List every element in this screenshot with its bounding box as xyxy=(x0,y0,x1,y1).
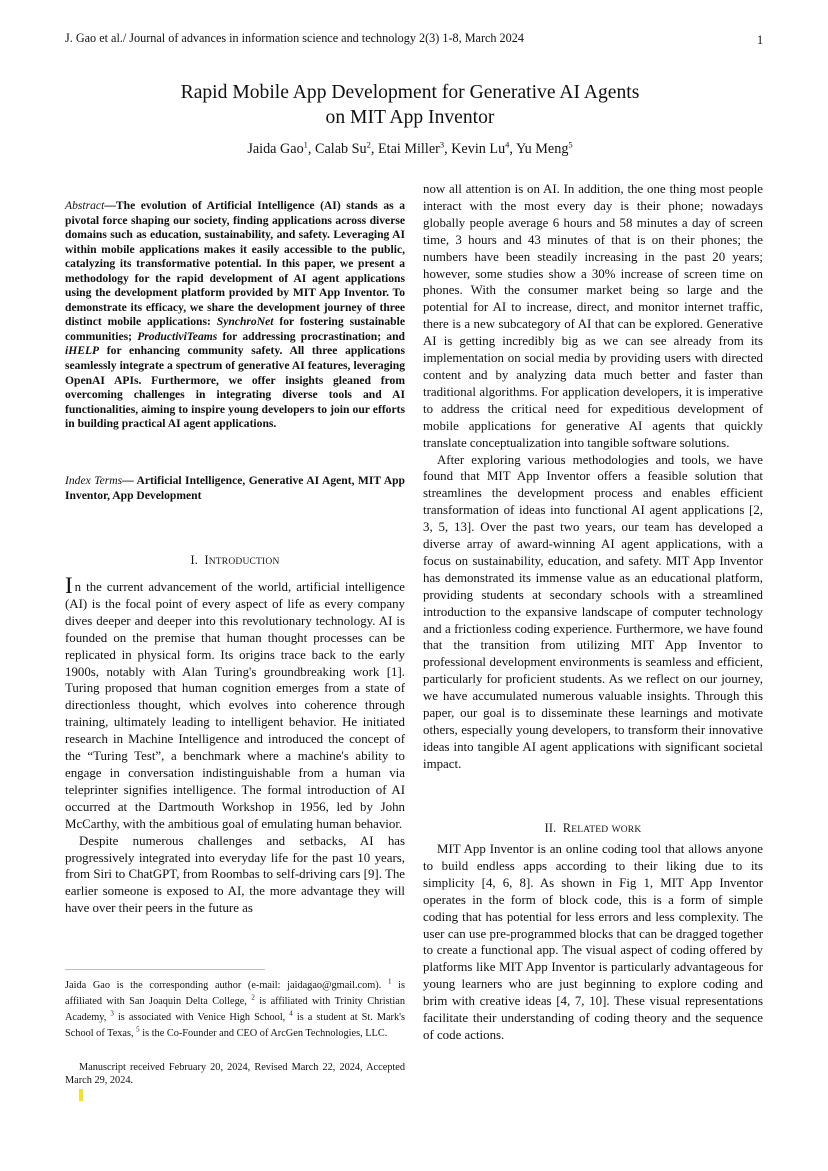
author-name: Yu Meng xyxy=(516,141,569,157)
section-heading-rest: NTRODUCTION xyxy=(208,557,280,567)
title-line-1: Rapid Mobile App Development for Generative AI Agents xyxy=(180,82,640,103)
app-name-synchronet: SynchroNet xyxy=(216,315,274,329)
page-number: 1 xyxy=(757,33,764,47)
abstract xyxy=(65,199,405,432)
app-name-ihelp: iHELP xyxy=(65,344,100,358)
footnote-text: is a student at St. Mark's School of Texas, xyxy=(65,1011,405,1039)
author-affiliation-mark: 2 xyxy=(366,139,371,150)
author-name: Calab Su xyxy=(315,141,367,157)
author-affiliation-mark: 5 xyxy=(568,139,573,150)
author-list: Jaida Gao$^1$, Calab Su$^2$, Etai Miller$^3$, Kevin Lu$^4$, Yu Meng$^5$ xyxy=(247,139,573,157)
section-numeral: II. xyxy=(544,821,557,835)
paragraph-text: n the current advancement of the world, artificial intelligence (AI) is the focal point of every aspect of life as every company dives deeper and deeper into this revolutionary technology. AI is founded on the premise that human thought processes can be replicated in physical form. Its origins trace back to the early 1900s, notably with Alan Turing's groundbreaking work [1]. Turing proposed that human cognition emerges from a state of directionless thought, which evolves into coherence through training, ultimately leading to intelligent behavior. He initiated research in Machine Intelligence and introduced the concept of the “Turing Test”, a benchmark where a machine's ability to engage in conversation indistinguishable from a human via teleprinter signifies intelligence. The formal introduction of AI occurred at the Dartmouth Workshop in 1956, led by John McCarthy, with the ambitious goal of emulating human behavior. xyxy=(65,580,405,831)
paragraph-text: Despite numerous challenges and setbacks, AI has progressively integrated into everyday life for the past 10 years, from Siri to ChatGPT, from Roombas to self-driving cars [9]. The earlier someone is exposed to AI, the more advantage they will have over their peers in the future as xyxy=(65,833,405,916)
running-head: J. Gao et al./ Journal of advances in information science and technology 2(3) 1-8, March 2024 xyxy=(65,31,524,45)
introduction-body xyxy=(65,573,405,917)
author-affiliation-mark: 4 xyxy=(505,139,510,150)
index-terms xyxy=(65,474,405,503)
paragraph xyxy=(65,833,405,918)
author-name: Etai Miller xyxy=(377,141,440,157)
abstract-text: for enhancing community safety. All three applications seamlessly integrate a spectrum of generative AI features, leveraging OpenAI APIs. Furthermore, we offer insights gleaned from overcoming challenges in integrating diverse tools and AI functionalities, aiming to inspire young developers to join our efforts in building practical AI agent applications. xyxy=(65,344,405,431)
author-affiliation-mark: 1 xyxy=(303,139,308,150)
manuscript-text: Manuscript received February 20, 2024, Revised March 22, 2024, Accepted March 29, 2024. xyxy=(65,1062,405,1086)
footnote-mark: 1 xyxy=(387,977,392,986)
title-line-2: on MIT App Inventor xyxy=(325,107,495,128)
abstract-text: for addressing procrastination; and xyxy=(222,329,405,343)
footnote-divider xyxy=(65,969,265,970)
drop-cap: I xyxy=(65,573,73,598)
footnote-text: is the Co-Founder and CEO of ArcGen Technologies, LLC. xyxy=(139,1027,388,1039)
section-heading-rest: WORK xyxy=(611,825,642,835)
footnote-mark: 3 xyxy=(110,1009,114,1018)
section-heading-initial: R xyxy=(562,821,572,835)
author-affiliation-mark: 3 xyxy=(439,139,445,150)
related-work-body xyxy=(423,841,763,1044)
footnote-mark: 5 xyxy=(136,1025,140,1034)
paragraph: MIT App Inventor is an online coding tool that allows anyone to build endless apps according to their liking due to its simplicity [4, 6, 8]. As shown in Fig 1, MIT App Inventor operates in the form of block code, this is a form of simple coding that has potential for less errors and less complexity. The user can use pre-programmed blocks that can be dragged together to create a functional app. The visual aspect of coding offered by platforms like MIT App Inventor is particularly advantageous for young learners who are just beginning to explore coding and brim with creative ideas [4, 7, 10]. These visual representations facilitate their understanding of coding theory and the sequence of code actions. xyxy=(423,842,763,1042)
footnote-mark: 4 xyxy=(289,1009,293,1018)
abstract-text: The evolution of Artificial Intelligence (AI) stands as a pivotal force shaping our society, finding applications across diverse domains such as education, sustainability, and safety. Leveraging AI within mobile applications makes it easily accessible to the public, catalyzing its transformative potential. In this paper, we present a methodology for the rapid development of AI agent applications using the development platform provided by MIT App Inventor. To demonstrate its efficacy, we share the development journey of three distinct mobile applications: xyxy=(65,199,405,329)
index-terms-text: — Artificial Intelligence, Generative AI Agent, MIT App Inventor, App Development xyxy=(65,474,405,502)
abstract-dash: — xyxy=(104,199,116,212)
abstract-label: Abstract xyxy=(65,199,105,212)
app-name-productiviteams: ProductiviTeams xyxy=(137,329,218,343)
paragraph xyxy=(65,573,405,833)
footnote-text: is associated with Venice High School, xyxy=(113,1011,290,1023)
manuscript-dates xyxy=(65,1062,405,1087)
abstract-text: for fostering sustainable communities; xyxy=(65,315,405,343)
highlight-marker xyxy=(79,1089,83,1101)
footnote-text: is affiliated with Trinity Christian Academy, xyxy=(65,995,405,1023)
right-column-top xyxy=(423,181,763,773)
paper-title xyxy=(110,80,710,130)
author-name: Jaida Gao xyxy=(247,141,304,157)
author-footnote xyxy=(65,978,405,1042)
index-terms-label: Index Terms xyxy=(65,474,123,487)
footnote-text: is affiliated with San Joaquin Delta College, xyxy=(65,980,405,1007)
section-heading-rest: ELATED xyxy=(571,825,609,835)
section-heading-related-work xyxy=(423,821,763,836)
section-heading-introduction xyxy=(65,553,405,568)
paragraph: After exploring various methodologies and tools, we have found that MIT App Inventor offers a feasible solution that streamlines the development process and enables efficient transformation of ideas into functional AI agent applications [2, 3, 5, 13]. Over the past two years, our team has developed a diverse array of award-winning AI agent applications, with a focus on sustainability, education, and safety. MIT App Inventor has demonstrated its immense value as an educational platform, providing students at secondary schools with a streamlined introduction to the expansive landscape of computer technology and a frictionless coding experience. Furthermore, we have found that the transition from utilizing MIT App Inventor to professional development environments is seamless and efficient, particularly for proficient students. As we reflect on our journey, we have accumulated numerous valuable insights. Through this paper, our goal is to disseminate these learnings and motivate others, especially young developers, to transform their innovative ideas into tangible AI agent applications with significant societal impact. xyxy=(423,452,763,771)
footnote-mark: 2 xyxy=(251,993,255,1002)
section-numeral: I. xyxy=(190,553,198,567)
footnote-text: Jaida Gao is the corresponding author (e-mail: jaidagao@gmail.com). xyxy=(65,980,388,991)
author-name: Kevin Lu xyxy=(451,141,506,157)
paragraph-continuation: now all attention is on AI. In addition, the one thing most people interact with the most every day is their phone; nowadays globally people average 6 hours and 58 minutes a day of screen time, 3 hours and 43 minutes of that is on their phones; the numbers have been steadily increasing in the past 20 years; however, some studies show a 30% increase of screen time on phones. With the consumer market being so large and the potential for AI to increase, direct, and monitor internet traffic, there is a new subcategory of AI that can be explored. Generative AI is getting incredibly big as we can see already from its implementation on social media by providing users with directed content and by analyzing data much better and faster than traditional algorithms. For application developers, it is imperative to address the critical need for expeditious development of mobile applications for generative AI agents that quickly translate conceptualization into tangible software solutions. xyxy=(423,182,763,450)
section-heading-initial: I xyxy=(204,553,209,567)
